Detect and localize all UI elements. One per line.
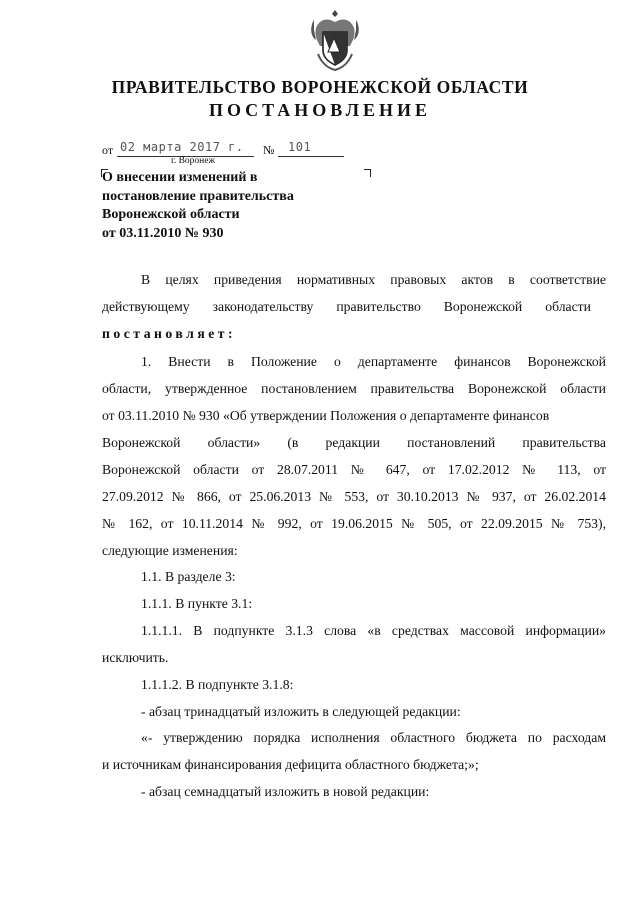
body-line: 27.09.2012 № 866, от 25.06.2013 № 553, от 30.10.2013 № 937, от 26.02.2014 xyxy=(102,489,606,504)
body-line: от 03.11.2010 № 930 «Об утверждении Положения о департаменте финансов xyxy=(102,408,550,423)
body-line: 1.1.1.1. В подпункте 3.1.3 слова «в средствах массовой информации» xyxy=(141,623,606,638)
body-line: - абзац тринадцатый изложить в следующей редакции: xyxy=(141,704,461,719)
body-line: Воронежской области от 28.07.2011 № 647, от 17.02.2012 № 113, от xyxy=(102,462,606,477)
body-line: Воронежской области» (в редакции постановлений правительства xyxy=(102,435,606,450)
document-type-title: ПОСТАНОВЛЕНИЕ xyxy=(208,100,432,120)
body-line: «- утверждению порядка исполнения областного бюджета по расходам xyxy=(141,730,606,745)
body-line-resolves: постановляет: xyxy=(102,326,237,341)
body-line: исключить. xyxy=(102,650,169,665)
body-line: действующему законодательству правительство Воронежской области xyxy=(102,299,591,314)
title-line: О внесении изменений в xyxy=(102,170,258,185)
city-label: г. Воронеж xyxy=(171,156,216,166)
title-line: постановление правительства xyxy=(102,188,294,204)
date-value: 02 марта 2017 г. xyxy=(120,140,244,154)
body-line: № 162, от 10.11.2014 № 992, от 19.06.2015 № 505, от 22.09.2015 № 753), xyxy=(102,516,606,531)
document-title xyxy=(102,169,372,243)
number-prefix: № xyxy=(263,143,275,157)
body-line: 1.1.1. В пункте 3.1: xyxy=(141,596,253,611)
body-line: 1.1. В разделе 3: xyxy=(141,569,236,584)
body-line: 1. Внести в Положение о департаменте финансов Воронежской xyxy=(141,354,606,369)
number-underline xyxy=(278,156,344,157)
title-line: от 03.11.2010 № 930 xyxy=(102,225,224,241)
body-line: области, утвержденное постановлением правительства Воронежской области xyxy=(102,381,606,396)
body-line: 1.1.1.2. В подпункте 3.1.8: xyxy=(141,677,294,692)
date-prefix: от xyxy=(102,143,114,157)
organization-title: ПРАВИТЕЛЬСТВО ВОРОНЕЖСКОЙ ОБЛАСТИ xyxy=(111,77,529,97)
body-line: следующие изменения: xyxy=(102,543,238,558)
coat-of-arms-emblem-icon xyxy=(306,6,364,72)
body-line: В целях приведения нормативных правовых актов в соответствие xyxy=(141,272,606,287)
title-line: Воронежской области xyxy=(102,207,240,222)
number-value: 101 xyxy=(288,140,312,154)
body-line: - абзац семнадцатый изложить в новой редакции: xyxy=(141,784,430,799)
body-line: и источникам финансирования дефицита областного бюджета;»; xyxy=(102,757,479,772)
